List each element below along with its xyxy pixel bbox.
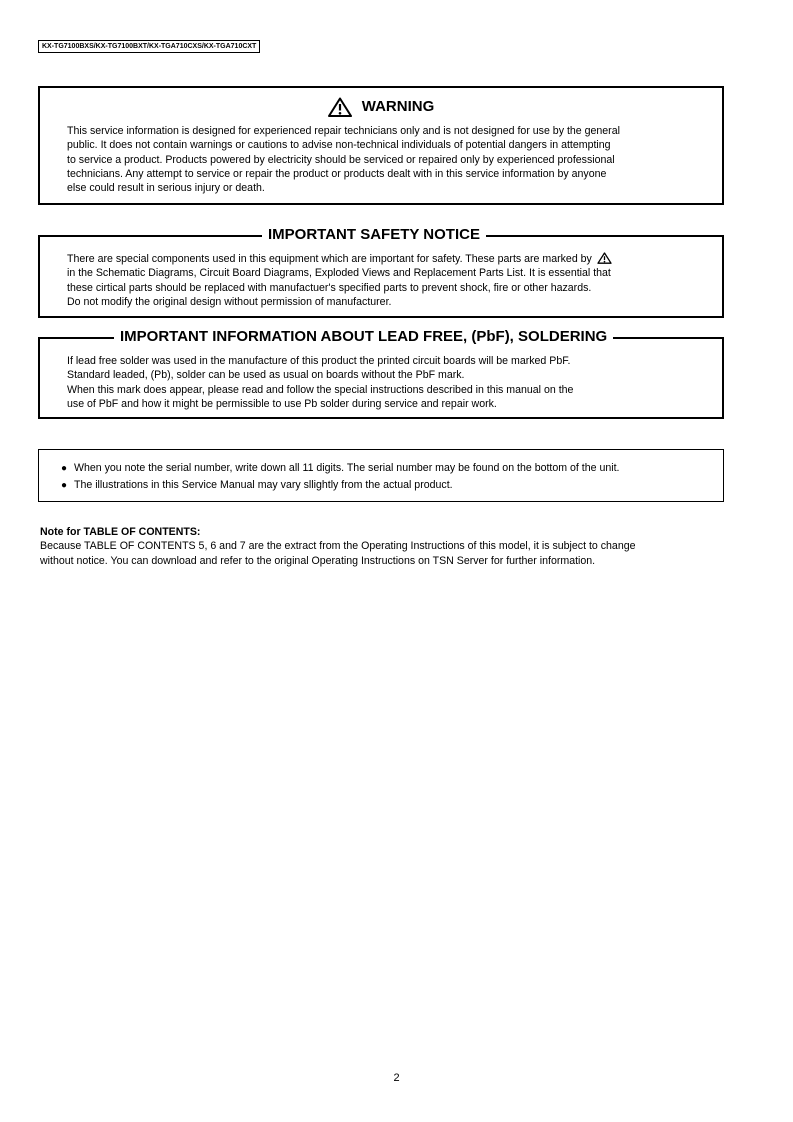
lead-free-line: use of PbF and how it might be permissible to use Pb solder during service and repair work. xyxy=(67,397,497,410)
warning-heading xyxy=(40,97,722,117)
page-number: 2 xyxy=(393,1072,400,1084)
warning-triangle-icon xyxy=(597,252,612,264)
toc-note-line: Because TABLE OF CONTENTS 5, 6 and 7 are the extract from the Operating Instructions of this model, it is subject to change xyxy=(40,540,636,553)
bullet-icon: ● xyxy=(61,480,68,491)
model-code-header: KX-TG7100BXS/KX-TG7100BXT/KX-TGA710CXS/KX-TGA710CXT xyxy=(38,40,260,53)
safety-line: these cirtical parts should be replaced with manufactuer's specified parts to prevent shock, fire or other hazards. xyxy=(67,281,592,294)
warning-line: This service information is designed for experienced repair technicians only and is not designed for use by the general xyxy=(67,125,620,137)
note-text: The illustrations in this Service Manual may vary sllightly from the actual product. xyxy=(74,479,453,491)
toc-note-title: Note for TABLE OF CONTENTS: xyxy=(40,526,201,538)
toc-note-line: without notice. You can download and refer to the original Operating Instructions on TSN Server for further information. xyxy=(40,554,596,567)
toc-note xyxy=(40,525,730,568)
lead-free-line: If lead free solder was used in the manufacture of this product the printed circuit boards will be marked PbF. xyxy=(67,355,571,367)
lead-free-box xyxy=(38,328,724,419)
warning-line: to service a product. Products powered by electricity should be serviced or repaired only by experienced professional xyxy=(67,153,615,166)
note-text: When you note the serial number, write down all 11 digits. The serial number may be found on the bottom of the unit. xyxy=(74,462,620,474)
safety-notice-box xyxy=(38,226,724,318)
safety-line-text: There are special components used in this equipment which are important for safety. These parts are marked by xyxy=(67,253,592,265)
warning-text xyxy=(67,124,708,195)
warning-line: else could result in serious injury or death. xyxy=(67,182,265,195)
bullet-icon: ● xyxy=(61,463,68,474)
lead-free-text xyxy=(67,354,708,411)
lead-free-line: When this mark does appear, please read and follow the special instructions described in this manual on the xyxy=(67,383,574,396)
warning-line: public. It does not contain warnings or cautions to advise non-technical individuals of potential dangers in attempting xyxy=(67,139,611,152)
warning-box xyxy=(38,86,724,205)
safety-line: in the Schematic Diagrams, Circuit Board Diagrams, Exploded Views and Replacement Parts List. It is essential that xyxy=(67,267,611,280)
safety-line xyxy=(67,252,708,266)
lead-free-title: IMPORTANT INFORMATION ABOUT LEAD FREE, (PbF), SOLDERING xyxy=(114,328,613,346)
notes-box xyxy=(38,449,724,502)
warning-line: technicians. Any attempt to service or repair the product or products dealt with in this service information by anyone xyxy=(67,167,607,180)
notes-list xyxy=(61,460,713,494)
safety-notice-text xyxy=(67,252,708,309)
lead-free-line: Standard leaded, (Pb), solder can be used as usual on boards without the PbF mark. xyxy=(67,369,465,382)
list-item xyxy=(61,460,713,477)
list-item xyxy=(61,477,713,494)
warning-triangle-icon xyxy=(328,97,352,117)
safety-notice-title: IMPORTANT SAFETY NOTICE xyxy=(262,226,486,244)
safety-line: Do not modify the original design without permission of manufacturer. xyxy=(67,295,392,308)
warning-title: WARNING xyxy=(361,98,435,115)
